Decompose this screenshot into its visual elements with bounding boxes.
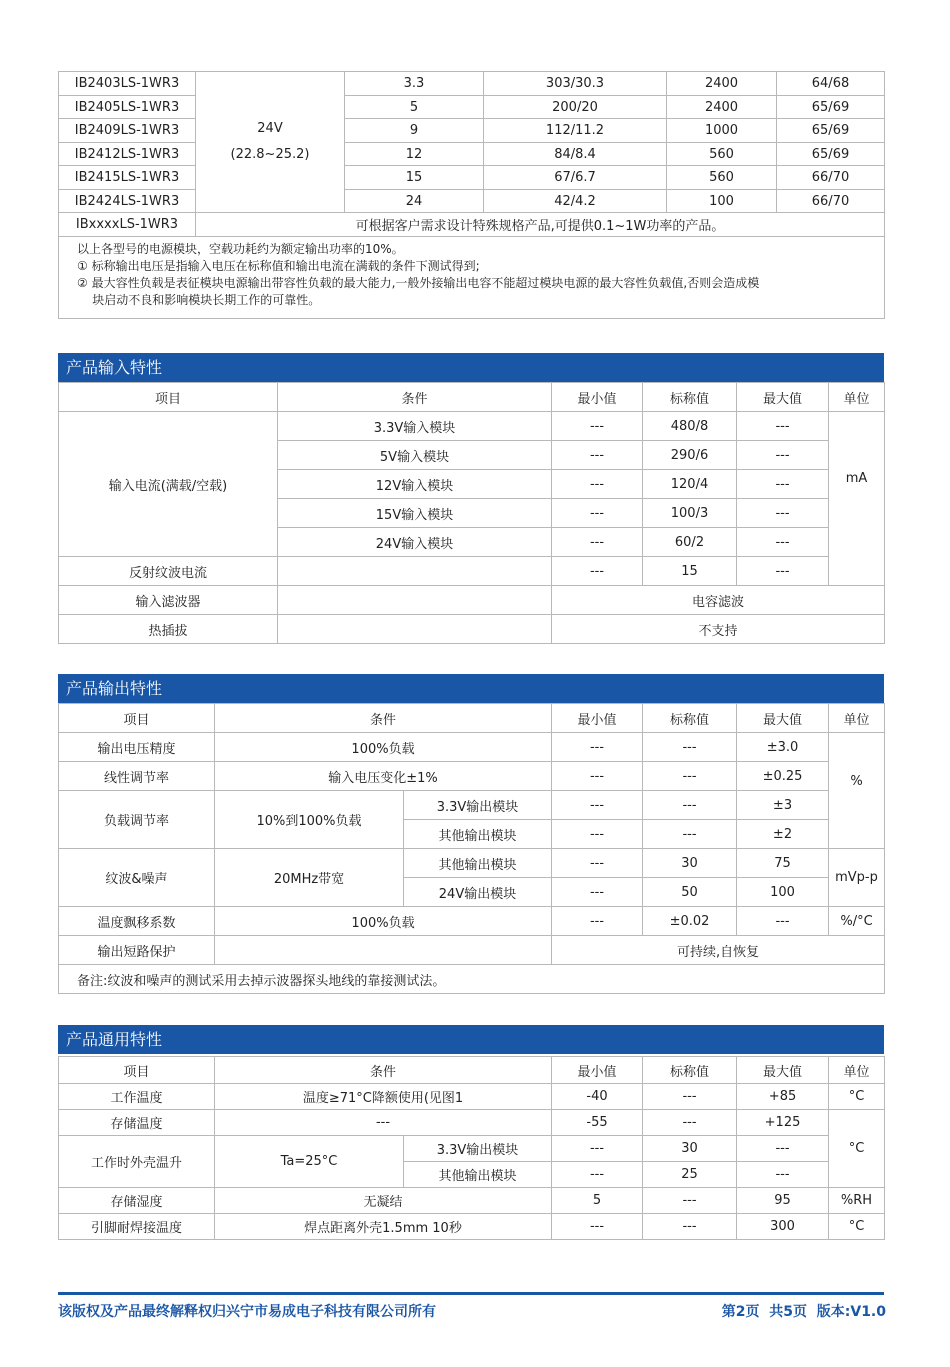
- note-line: ① 标称输出电压是指输入电压在标称值和输出电流在满载的条件下测试得到;: [77, 259, 480, 273]
- notes-row: [59, 237, 885, 319]
- min-cell: ---: [552, 1214, 643, 1240]
- min-cell: ---: [552, 849, 643, 878]
- table-row: [59, 1084, 885, 1110]
- output-voltage-cell: 12: [345, 143, 484, 166]
- input-filter-label: 输入滤波器: [59, 586, 278, 615]
- condition-cell: [278, 557, 552, 586]
- output-voltage-cell: 24: [345, 190, 484, 213]
- condition-cell: 10%到100%负载: [215, 791, 404, 849]
- min-cell: ---: [552, 470, 643, 499]
- table-row: [59, 166, 885, 190]
- nominal-cell: ---: [643, 733, 737, 762]
- max-cell: +85: [737, 1084, 829, 1110]
- input-filter-value: 电容滤波: [552, 586, 885, 615]
- input-voltage-nominal: 24V: [257, 121, 283, 136]
- min-cell: ---: [552, 820, 643, 849]
- efficiency-cell: 65/69: [777, 96, 885, 119]
- max-cell: ---: [737, 412, 829, 441]
- note-line: ② 最大容性负载是表征模块电源输出带容性负载的最大能力,一般外接输出电容不能超过模块电源的最大容性负载值,否则会造成模: [77, 276, 760, 290]
- min-cell: ---: [552, 878, 643, 907]
- min-cell: ---: [552, 557, 643, 586]
- output-current-cell: 303/30.3: [484, 72, 667, 96]
- sub-condition-cell: 24V输出模块: [404, 878, 552, 907]
- condition-cell: 15V输入模块: [278, 499, 552, 528]
- unit-cell: %/°C: [829, 907, 885, 936]
- sub-condition-cell: 其他输出模块: [404, 1162, 552, 1188]
- unit-cell: %RH: [829, 1188, 885, 1214]
- table-row: [59, 1214, 885, 1240]
- output-current-cell: 84/8.4: [484, 143, 667, 166]
- footer-page-info: 第2页 共5页 版本:V1.0: [721, 1304, 886, 1320]
- nominal-cell: ---: [643, 762, 737, 791]
- header-nominal: 标称值: [643, 383, 737, 412]
- nominal-cell: ---: [643, 791, 737, 820]
- model-cell: IB2403LS-1WR3: [59, 72, 196, 96]
- min-cell: ---: [552, 412, 643, 441]
- header-max: 最大值: [737, 1057, 829, 1084]
- max-cell: 95: [737, 1188, 829, 1214]
- capacitive-load-cell: 100: [667, 190, 777, 213]
- nominal-cell: ---: [643, 1214, 737, 1240]
- custom-model-cell: IBxxxxLS-1WR3: [59, 213, 196, 237]
- storage-temp-label: 存储温度: [59, 1110, 215, 1136]
- table-row: [59, 190, 885, 213]
- min-cell: ---: [552, 441, 643, 470]
- table-header-row: [59, 383, 885, 412]
- general-table: [58, 1056, 885, 1240]
- efficiency-cell: 65/69: [777, 143, 885, 166]
- output-current-cell: 200/20: [484, 96, 667, 119]
- efficiency-cell: 66/70: [777, 190, 885, 213]
- max-cell: ---: [737, 470, 829, 499]
- capacitive-load-cell: 2400: [667, 72, 777, 96]
- header-condition: 条件: [215, 704, 552, 733]
- max-cell: ±0.25: [737, 762, 829, 791]
- input-current-label: 输入电流(满载/空载): [59, 412, 278, 557]
- header-item: 项目: [59, 704, 215, 733]
- header-nominal: 标称值: [643, 1057, 737, 1084]
- table-row: [59, 791, 885, 820]
- max-cell: ±3.0: [737, 733, 829, 762]
- model-table: [58, 71, 885, 319]
- table-row: [59, 1110, 885, 1136]
- ripple-unit: mVp-p: [829, 849, 885, 907]
- condition-cell: 5V输入模块: [278, 441, 552, 470]
- output-voltage-cell: 3.3: [345, 72, 484, 96]
- table-row: [59, 143, 885, 166]
- header-condition: 条件: [215, 1057, 552, 1084]
- efficiency-cell: 65/69: [777, 119, 885, 143]
- output-table: [58, 703, 885, 994]
- condition-cell: [278, 586, 552, 615]
- max-cell: ---: [737, 528, 829, 557]
- unit-cell: °C: [829, 1084, 885, 1110]
- model-cell: IB2409LS-1WR3: [59, 119, 196, 143]
- table-row: [59, 1136, 885, 1162]
- max-cell: ---: [737, 557, 829, 586]
- max-cell: ±2: [737, 820, 829, 849]
- condition-cell: 温度≥71°C降额使用(见图1: [215, 1084, 552, 1110]
- max-cell: 75: [737, 849, 829, 878]
- header-min: 最小值: [552, 1057, 643, 1084]
- short-circuit-value: 可持续,自恢复: [552, 936, 885, 965]
- header-unit: 单位: [829, 704, 885, 733]
- nominal-cell: 50: [643, 878, 737, 907]
- min-cell: ---: [552, 733, 643, 762]
- model-cell: IB2405LS-1WR3: [59, 96, 196, 119]
- condition-cell: 输入电压变化±1%: [215, 762, 552, 791]
- table-row: [59, 412, 885, 441]
- load-regulation-label: 负载调节率: [59, 791, 215, 849]
- header-item: 项目: [59, 1057, 215, 1084]
- min-cell: ---: [552, 791, 643, 820]
- min-cell: ---: [552, 499, 643, 528]
- sub-condition-cell: 3.3V输出模块: [404, 1136, 552, 1162]
- nominal-cell: 290/6: [643, 441, 737, 470]
- min-cell: ---: [552, 528, 643, 557]
- model-cell: IB2415LS-1WR3: [59, 166, 196, 190]
- max-cell: +125: [737, 1110, 829, 1136]
- table-row: [59, 213, 885, 237]
- max-cell: ---: [737, 1136, 829, 1162]
- capacitive-load-cell: 2400: [667, 96, 777, 119]
- min-cell: ---: [552, 1136, 643, 1162]
- table-row: [59, 96, 885, 119]
- max-cell: ---: [737, 1162, 829, 1188]
- capacitive-load-cell: 560: [667, 166, 777, 190]
- nominal-cell: ---: [643, 1110, 737, 1136]
- output-voltage-cell: 9: [345, 119, 484, 143]
- condition-cell: ---: [215, 1110, 552, 1136]
- input-voltage-cell: [196, 72, 345, 213]
- condition-cell: 3.3V输入模块: [278, 412, 552, 441]
- condition-cell: 12V输入模块: [278, 470, 552, 499]
- table-row: [59, 119, 885, 143]
- header-min: 最小值: [552, 383, 643, 412]
- short-circuit-label: 输出短路保护: [59, 936, 215, 965]
- condition-cell: Ta=25°C: [215, 1136, 404, 1188]
- nominal-cell: 30: [643, 1136, 737, 1162]
- table-row: [59, 557, 885, 586]
- max-cell: ---: [737, 907, 829, 936]
- sub-condition-cell: 3.3V输出模块: [404, 791, 552, 820]
- table-row: [59, 907, 885, 936]
- condition-cell: 20MHz带宽: [215, 849, 404, 907]
- storage-humidity-label: 存储湿度: [59, 1188, 215, 1214]
- max-cell: ---: [737, 499, 829, 528]
- nominal-cell: ---: [643, 820, 737, 849]
- output-current-cell: 42/4.2: [484, 190, 667, 213]
- max-cell: ±3: [737, 791, 829, 820]
- line-regulation-label: 线性调节率: [59, 762, 215, 791]
- header-unit: 单位: [829, 1057, 885, 1084]
- general-section-title: 产品通用特性: [58, 1025, 884, 1054]
- max-cell: 100: [737, 878, 829, 907]
- condition-cell: 无凝结: [215, 1188, 552, 1214]
- input-voltage-range: (22.8~25.2): [230, 147, 310, 162]
- nominal-cell: ±0.02: [643, 907, 737, 936]
- footer-divider: [58, 1292, 884, 1295]
- voltage-accuracy-label: 输出电压精度: [59, 733, 215, 762]
- output-current-cell: 112/11.2: [484, 119, 667, 143]
- solder-temp-label: 引脚耐焊接温度: [59, 1214, 215, 1240]
- input-section-title: 产品输入特性: [58, 353, 884, 382]
- table-row: [59, 733, 885, 762]
- nominal-cell: ---: [643, 1188, 737, 1214]
- nominal-cell: 100/3: [643, 499, 737, 528]
- input-current-unit: mA: [829, 412, 885, 586]
- nominal-cell: 120/4: [643, 470, 737, 499]
- header-nominal: 标称值: [643, 704, 737, 733]
- case-temp-unit: °C: [829, 1110, 885, 1188]
- header-item: 项目: [59, 383, 278, 412]
- sub-condition-cell: 其他输出模块: [404, 820, 552, 849]
- nominal-cell: 60/2: [643, 528, 737, 557]
- max-cell: ---: [737, 441, 829, 470]
- header-min: 最小值: [552, 704, 643, 733]
- capacitive-load-cell: 560: [667, 143, 777, 166]
- header-condition: 条件: [278, 383, 552, 412]
- table-row: [59, 849, 885, 878]
- model-cell: IB2412LS-1WR3: [59, 143, 196, 166]
- table-header-row: [59, 1057, 885, 1084]
- output-voltage-cell: 15: [345, 166, 484, 190]
- table-row: [59, 586, 885, 615]
- header-max: 最大值: [737, 383, 829, 412]
- output-note: 备注:纹波和噪声的测试采用去掉示波器探头地线的靠接测试法。: [59, 965, 885, 994]
- table-row: [59, 762, 885, 791]
- input-table: [58, 382, 885, 644]
- capacitive-load-cell: 1000: [667, 119, 777, 143]
- condition-cell: 24V输入模块: [278, 528, 552, 557]
- percent-unit: %: [829, 733, 885, 849]
- header-unit: 单位: [829, 383, 885, 412]
- ripple-noise-label: 纹波&噪声: [59, 849, 215, 907]
- model-cell: IB2424LS-1WR3: [59, 190, 196, 213]
- min-cell: ---: [552, 762, 643, 791]
- reflected-ripple-label: 反射纹波电流: [59, 557, 278, 586]
- nominal-cell: ---: [643, 1084, 737, 1110]
- note-line: 以上各型号的电源模块，空载功耗约为额定输出功率的10%。: [77, 242, 404, 256]
- efficiency-cell: 66/70: [777, 166, 885, 190]
- nominal-cell: 480/8: [643, 412, 737, 441]
- nominal-cell: 30: [643, 849, 737, 878]
- table-row: [59, 1188, 885, 1214]
- condition-cell: 焊点距离外壳1.5mm 10秒: [215, 1214, 552, 1240]
- table-row: [59, 936, 885, 965]
- min-cell: ---: [552, 907, 643, 936]
- header-max: 最大值: [737, 704, 829, 733]
- condition-cell: [215, 936, 552, 965]
- output-section-title: 产品输出特性: [58, 674, 884, 703]
- output-current-cell: 67/6.7: [484, 166, 667, 190]
- hot-plug-value: 不支持: [552, 615, 885, 644]
- min-cell: 5: [552, 1188, 643, 1214]
- nominal-cell: 25: [643, 1162, 737, 1188]
- output-voltage-cell: 5: [345, 96, 484, 119]
- condition-cell: 100%负载: [215, 733, 552, 762]
- notes-row: [59, 965, 885, 994]
- operating-temp-label: 工作温度: [59, 1084, 215, 1110]
- custom-text-cell: 可根据客户需求设计特殊规格产品,可提供0.1~1W功率的产品。: [196, 213, 885, 237]
- table-row: [59, 615, 885, 644]
- nominal-cell: 15: [643, 557, 737, 586]
- min-cell: -40: [552, 1084, 643, 1110]
- min-cell: -55: [552, 1110, 643, 1136]
- min-cell: ---: [552, 1162, 643, 1188]
- note-line: 块启动不良和影响模块长期工作的可靠性。: [77, 293, 321, 307]
- case-temp-rise-label: 工作时外壳温升: [59, 1136, 215, 1188]
- sub-condition-cell: 其他输出模块: [404, 849, 552, 878]
- hot-plug-label: 热插拔: [59, 615, 278, 644]
- notes-cell: [59, 237, 885, 319]
- footer-copyright: 该版权及产品最终解释权归兴宁市易成电子科技有限公司所有: [58, 1304, 436, 1320]
- condition-cell: 100%负载: [215, 907, 552, 936]
- max-cell: 300: [737, 1214, 829, 1240]
- table-header-row: [59, 704, 885, 733]
- efficiency-cell: 64/68: [777, 72, 885, 96]
- condition-cell: [278, 615, 552, 644]
- unit-cell: °C: [829, 1214, 885, 1240]
- temp-coefficient-label: 温度飘移系数: [59, 907, 215, 936]
- table-row: [59, 72, 885, 96]
